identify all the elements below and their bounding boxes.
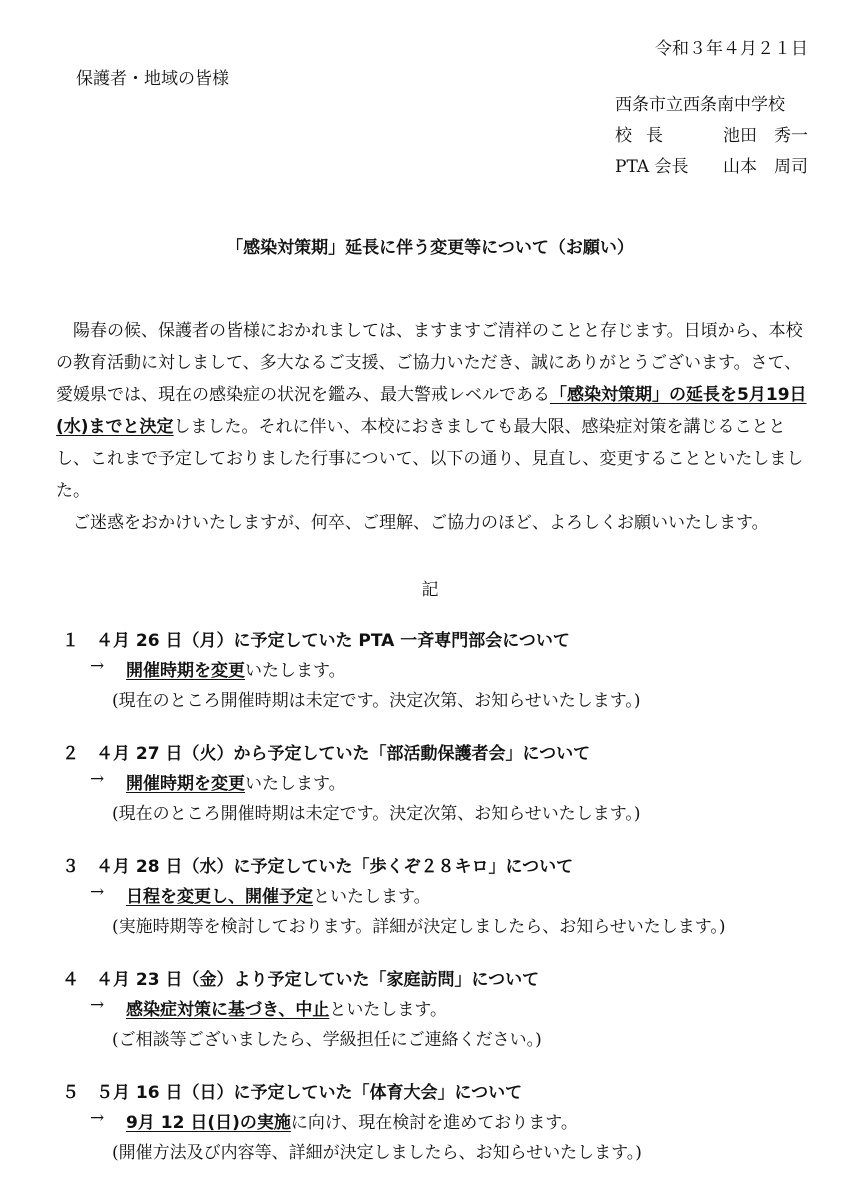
item-heading: ４月 26 日（月）に予定していた PTA 一斉専門部会について xyxy=(96,631,570,651)
body-p1-emphasis: 「感染対策期」の延長を5月19日(水)までと決定 xyxy=(56,385,807,437)
item-action-emphasis: 開催時期を変更 xyxy=(126,774,245,794)
item-action-emphasis: 感染症対策に基づき、中止 xyxy=(126,1000,330,1020)
item-action-rest: といたします。 xyxy=(329,1000,447,1020)
list-item xyxy=(62,1078,822,1168)
item-heading-row xyxy=(62,965,822,995)
item-heading-row xyxy=(62,852,822,882)
item-action-rest: いたします。 xyxy=(245,774,346,794)
item-heading: ４月 27 日（火）から予定していた「部活動保護者会」について xyxy=(96,744,591,764)
arrow-right-icon: → xyxy=(90,1108,105,1128)
item-note: (ご相談等ございましたら、学級担任にご連絡ください。) xyxy=(112,1030,542,1050)
item-action-rest: といたします。 xyxy=(313,887,431,907)
item-action-row xyxy=(62,995,822,1025)
item-heading-row xyxy=(62,626,822,656)
item-heading-row xyxy=(62,739,822,769)
item-note: (現在のところ開催時期は未定です。決定次第、お知らせいたします。) xyxy=(112,804,641,824)
sender-block xyxy=(615,90,808,183)
item-heading-row xyxy=(62,1078,822,1108)
item-action-row xyxy=(62,769,822,799)
principal-name: 池田 秀一 xyxy=(723,126,808,146)
item-action-emphasis: 9月 12 日(日)の実施 xyxy=(126,1113,291,1133)
arrow-right-icon: → xyxy=(90,769,105,789)
school-name: 西条市立西条南中学校 xyxy=(615,95,785,115)
principal-role: 校長 xyxy=(615,126,677,146)
pta-role: PTA 会長 xyxy=(615,157,689,177)
list-item xyxy=(62,739,822,829)
item-note: (現在のところ開催時期は未定です。決定次第、お知らせいたします。) xyxy=(112,691,641,711)
item-action-rest: に向け、現在検討を進めております。 xyxy=(290,1113,578,1133)
item-note: (開催方法及び内容等、詳細が決定しましたら、お知らせいたします。) xyxy=(112,1143,642,1163)
body-paragraph-2: ご迷惑をおかけいたしますが、何卒、ご理解、ご協力のほど、よろしくお願いいたします。 xyxy=(73,513,769,533)
document-title: 「感染対策期」延長に伴う変更等について（お願い） xyxy=(226,238,634,258)
list-item xyxy=(62,965,822,1055)
item-heading: ５月 16 日（日）に予定していた「体育大会」について xyxy=(96,1083,523,1103)
principal-row xyxy=(615,121,808,152)
item-number: １ xyxy=(62,631,79,651)
item-action-emphasis: 開催時期を変更 xyxy=(126,661,245,681)
item-number: ３ xyxy=(62,857,79,877)
list-item xyxy=(62,626,822,716)
arrow-right-icon: → xyxy=(90,656,105,676)
arrow-right-icon: → xyxy=(90,995,105,1015)
item-number: ４ xyxy=(62,970,79,990)
body-p1-part-a: 陽春の候、保護者の皆様におかれましては、ますますご清祥のことと存じます。日頃から、本校の教育活動に対しまして、多大なるご支援、ご協力いただき、誠にありがとうございます。さて、愛媛県では、現在の感染症の状況を鑑み、最大警戒レベルである xyxy=(56,321,803,405)
pta-name: 山本 周司 xyxy=(723,157,808,177)
item-note: (実施時期等を検討しております。詳細が決定しましたら、お知らせいたします。) xyxy=(112,917,726,937)
item-action-rest: いたします。 xyxy=(245,661,346,681)
body-paragraph-1 xyxy=(56,315,816,507)
item-number: ２ xyxy=(62,744,79,764)
pta-row xyxy=(615,152,808,183)
item-action-row xyxy=(62,1108,822,1138)
item-heading: ４月 28 日（水）に予定していた「歩くぞ２８キロ」について xyxy=(96,857,574,877)
ki-heading: 記 xyxy=(421,580,439,600)
body-p1-part-b: しました。それに伴い、本校におきましても最大限、感染症対策を講じることとし、これまで予定しておりました行事について、以下の通り、見直し、変更することといたしました。 xyxy=(56,417,804,501)
list-item xyxy=(62,852,822,942)
item-action-row xyxy=(62,882,822,912)
item-action-emphasis: 日程を変更し、開催予定 xyxy=(126,887,313,907)
addressee: 保護者・地域の皆様 xyxy=(76,69,229,89)
item-action-row xyxy=(62,656,822,686)
document-date: 令和３年４月２１日 xyxy=(655,39,808,59)
arrow-right-icon: → xyxy=(90,882,105,902)
item-number: ５ xyxy=(62,1083,79,1103)
body-text xyxy=(56,315,816,539)
item-heading: ４月 23 日（金）より予定していた「家庭訪問」について xyxy=(96,970,540,990)
